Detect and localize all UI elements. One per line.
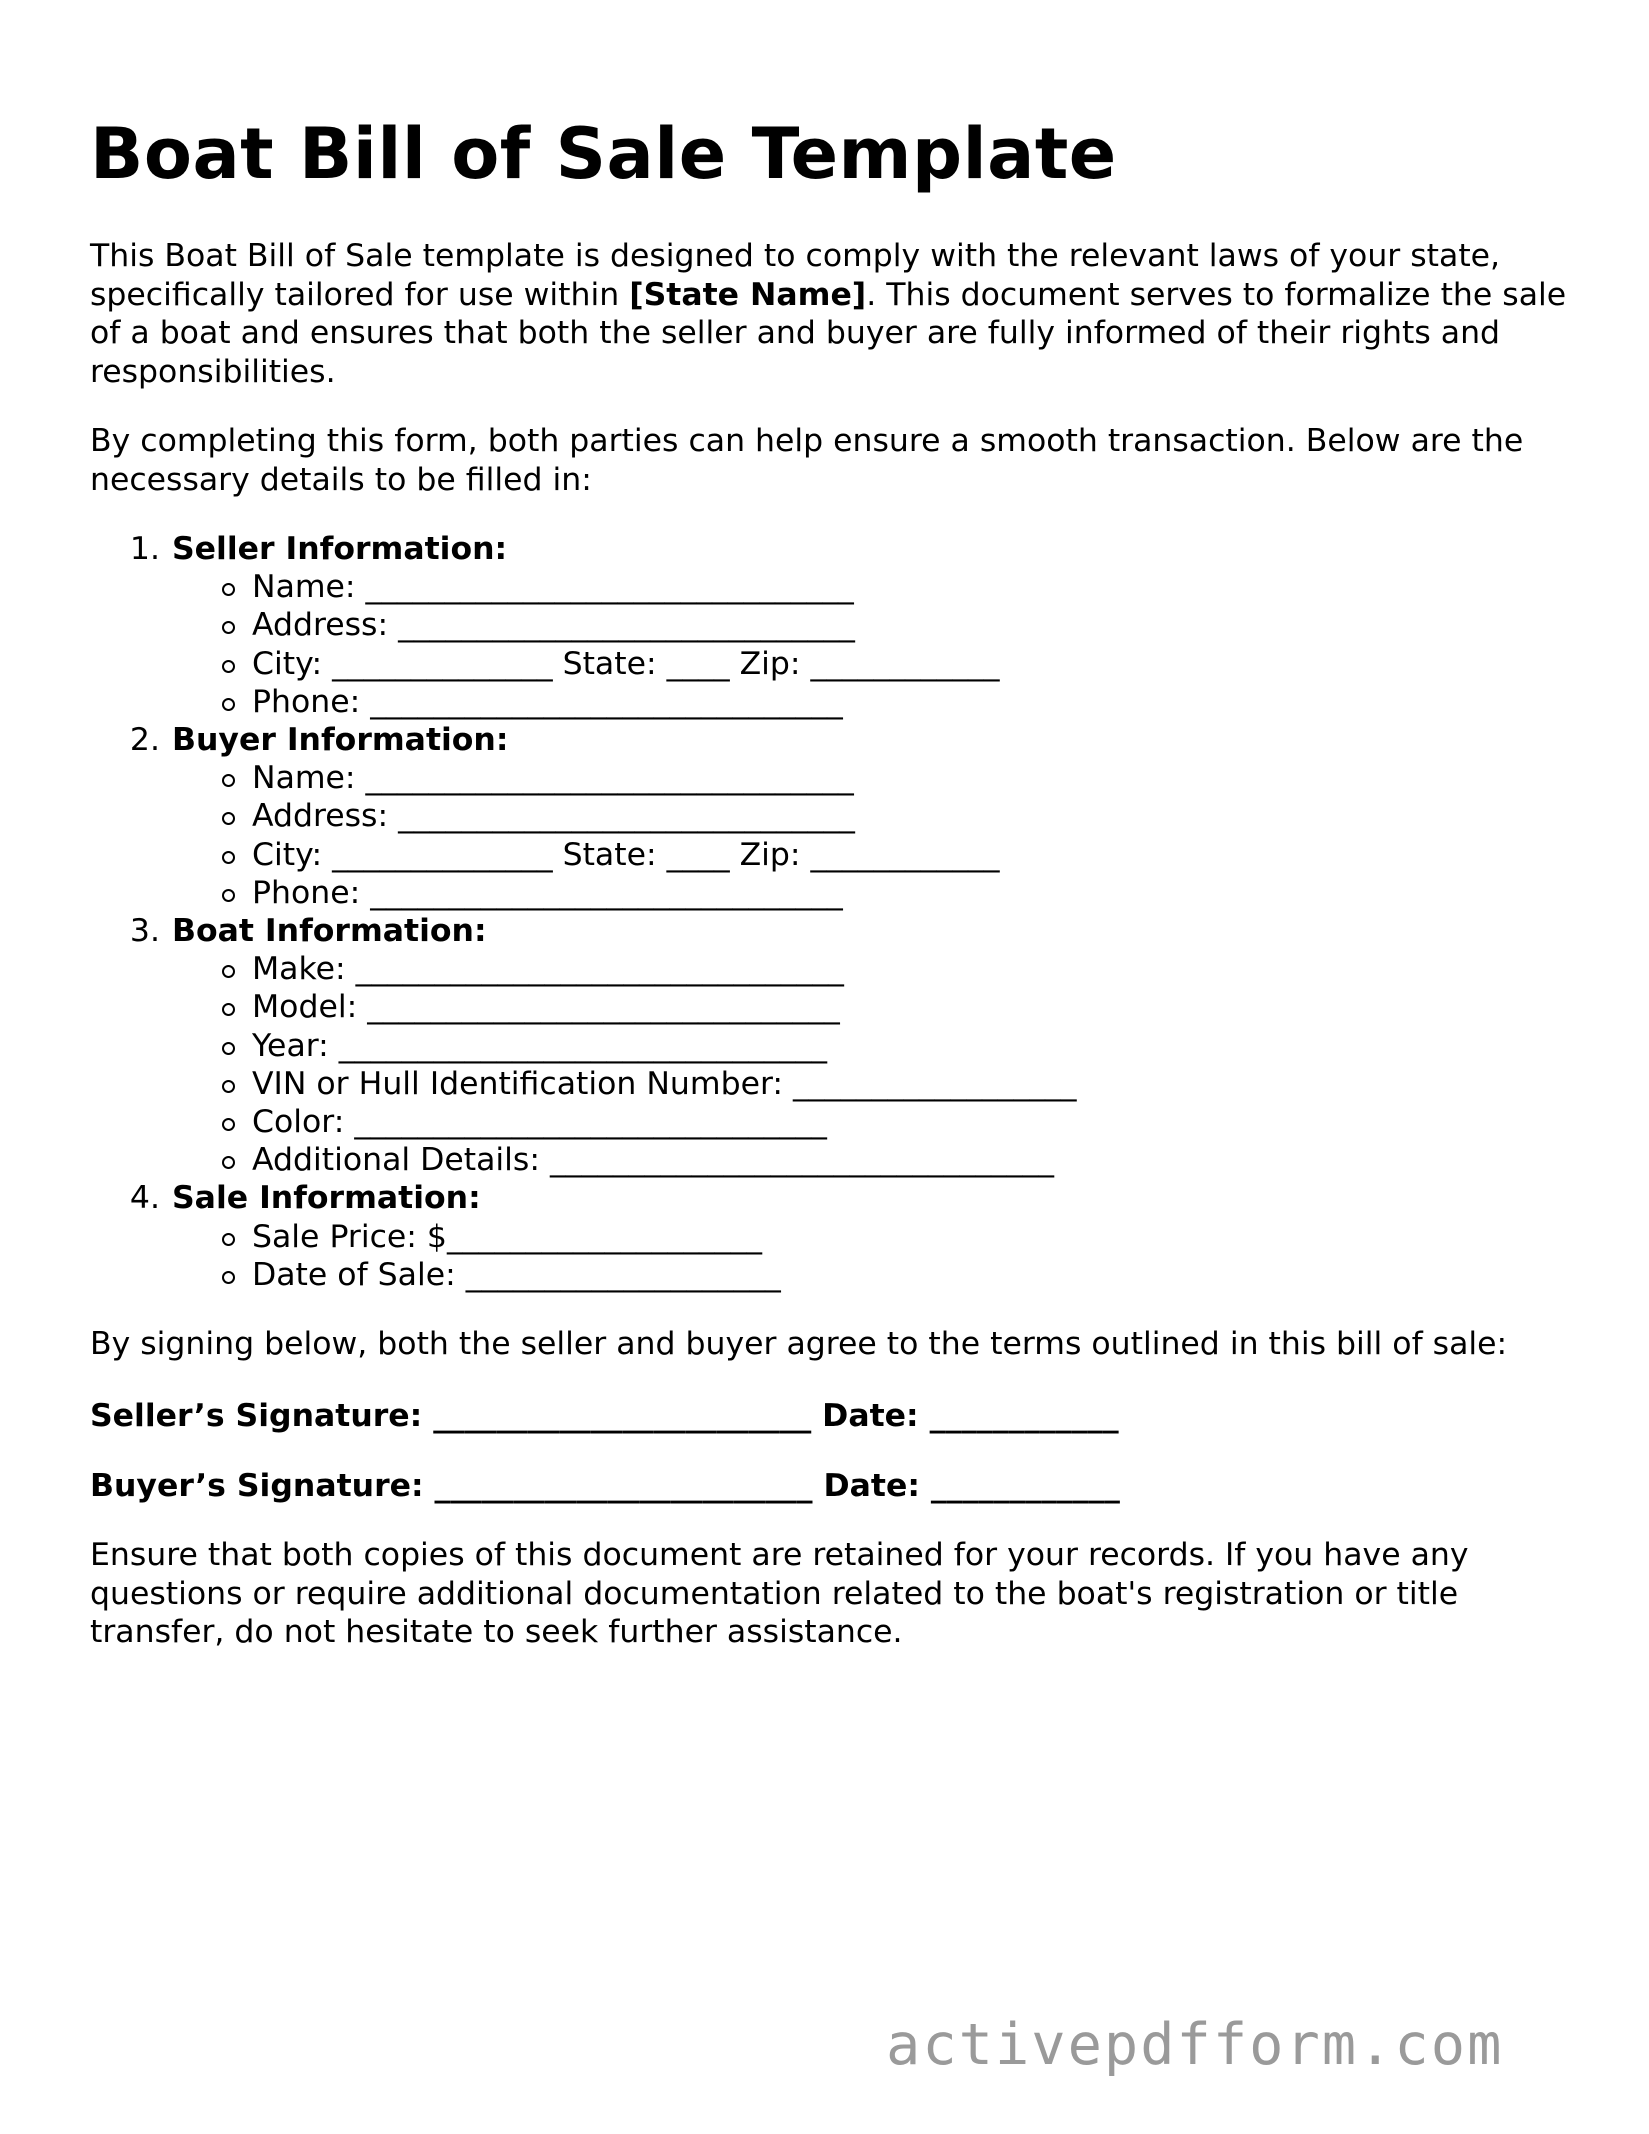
section-boat [170, 912, 1076, 1179]
seller-name-field[interactable]: Name: _______________________________ [252, 568, 1076, 606]
boat-details-field[interactable]: Additional Details: ________________________________ [252, 1141, 1076, 1179]
field-list [172, 950, 1076, 1179]
closing-paragraph: Ensure that both copies of this document are retained for your records. If you have any questions or require additional documentation related to the boat's registration or title transfer, do not hesitate to seek further assistance. [90, 1537, 1469, 1650]
section-buyer [170, 721, 1076, 912]
field-list [172, 759, 1076, 912]
sale-price-field[interactable]: Sale Price: $____________________ [252, 1218, 1076, 1256]
boat-year-field[interactable]: Year: _______________________________ [252, 1027, 1076, 1065]
buyer-name-field[interactable]: Name: _______________________________ [252, 759, 1076, 797]
section-heading: Sale Information: [172, 1180, 481, 1217]
seller-signature-line[interactable]: Seller’s Signature: ________________________ Date: ____________ [90, 1398, 1119, 1434]
seller-city-state-zip-field[interactable]: City: ______________ State: ____ Zip: ____________ [252, 645, 1076, 683]
buyer-city-state-zip-field[interactable]: City: ______________ State: ____ Zip: ____________ [252, 836, 1076, 874]
boat-make-field[interactable]: Make: _______________________________ [252, 950, 1076, 988]
intro-text-before: This Boat Bill of Sale template is designed to comply with the relevant laws of your state, specifically tailored for use within [90, 238, 1501, 313]
form-sections [90, 530, 1076, 1294]
buyer-signature-line[interactable]: Buyer’s Signature: ________________________ Date: ____________ [90, 1468, 1120, 1504]
intro-text-after: . This document serves to formalize the sale of a boat and ensures that both the seller and buyer are fully informed of their rights and responsibilities. [90, 276, 1567, 390]
seller-phone-field[interactable]: Phone: ______________________________ [252, 683, 1076, 721]
boat-color-field[interactable]: Color: ______________________________ [252, 1103, 1076, 1141]
boat-model-field[interactable]: Model: ______________________________ [252, 988, 1076, 1026]
field-list [172, 1218, 1076, 1294]
section-sale [170, 1179, 1076, 1294]
section-heading: Buyer Information: [172, 722, 509, 759]
intro-paragraph [90, 237, 1570, 391]
state-name-placeholder: [State Name] [629, 276, 867, 313]
section-heading: Boat Information: [172, 913, 487, 950]
page-title: Boat Bill of Sale Template [90, 113, 1117, 195]
buyer-phone-field[interactable]: Phone: ______________________________ [252, 874, 1076, 912]
agreement-text: By signing below, both the seller and buyer agree to the terms outlined in this bill of sale: [90, 1326, 1508, 1362]
buyer-address-field[interactable]: Address: _____________________________ [252, 797, 1076, 835]
lead-paragraph: By completing this form, both parties can help ensure a smooth transaction. Below are the necessary details to be filled in: [90, 423, 1524, 498]
section-heading: Seller Information: [172, 531, 508, 567]
boat-hull-id-field[interactable]: VIN or Hull Identification Number: __________________ [252, 1065, 1077, 1102]
sale-date-field[interactable]: Date of Sale: ____________________ [252, 1256, 1076, 1294]
seller-address-field[interactable]: Address: _____________________________ [252, 606, 1076, 644]
field-list [172, 568, 1076, 721]
watermark: activepdfform.com [886, 2012, 1504, 2078]
section-seller [170, 530, 1076, 721]
